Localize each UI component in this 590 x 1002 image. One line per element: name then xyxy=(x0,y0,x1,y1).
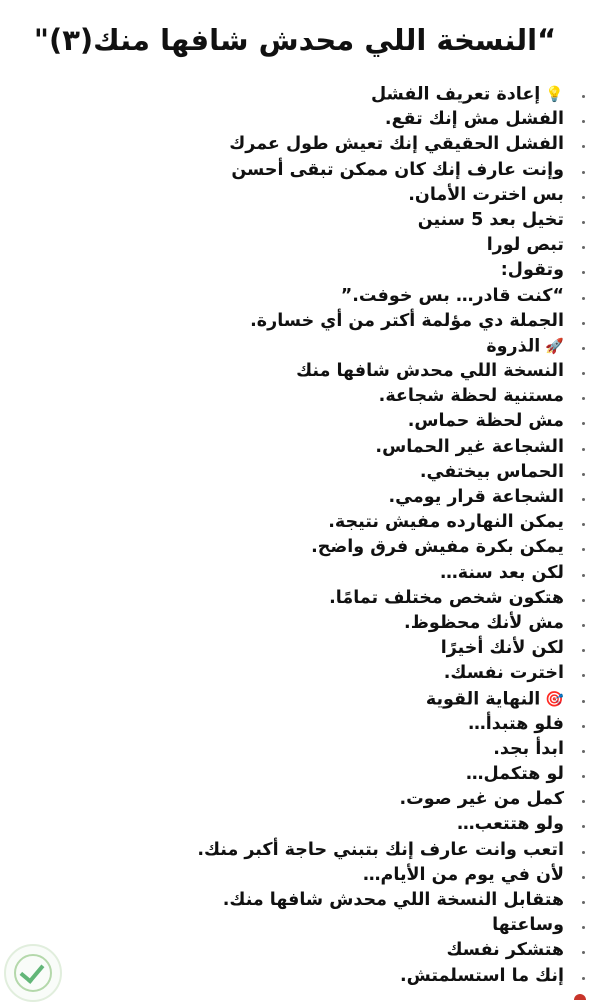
text-line xyxy=(4,409,564,434)
line-text: مستنية لحظة شجاعة. xyxy=(378,386,564,407)
line-dot xyxy=(580,611,588,636)
line-dot xyxy=(580,561,588,586)
line-dot xyxy=(580,132,588,157)
line-text: لكن بعد سنة… xyxy=(440,562,564,583)
text-line xyxy=(4,964,564,989)
line-text: هتقابل النسخة اللي محدش شافها منك. xyxy=(222,890,564,910)
line-dot xyxy=(580,485,588,510)
text-line xyxy=(4,284,564,309)
line-text: لو هتكمل… xyxy=(466,764,564,785)
line-dot xyxy=(580,687,588,712)
line-dot xyxy=(580,284,588,309)
line-dot xyxy=(580,863,588,888)
line-dot xyxy=(580,334,588,359)
line-text: وساعتها xyxy=(492,915,564,936)
line-text: فلو هتبدأ… xyxy=(468,713,564,734)
line-dot xyxy=(580,107,588,132)
line-dot xyxy=(580,888,588,913)
line-dot xyxy=(580,233,588,258)
line-markers xyxy=(580,82,588,989)
text-line xyxy=(4,636,564,661)
text-line xyxy=(4,107,564,132)
text-line xyxy=(4,938,564,963)
line-dot xyxy=(580,762,588,787)
line-text: الذروة xyxy=(486,336,541,357)
text-line xyxy=(4,132,564,157)
text-line xyxy=(4,82,564,107)
text-line xyxy=(4,233,564,258)
text-line xyxy=(4,535,564,560)
emoji-icon: 🚀 xyxy=(545,336,564,355)
text-line xyxy=(4,661,564,686)
text-line xyxy=(4,561,564,586)
line-dot xyxy=(580,359,588,384)
red-badge-icon xyxy=(574,994,586,1000)
line-dot xyxy=(580,183,588,208)
line-text: بس اخترت الأمان. xyxy=(408,184,564,205)
line-dot xyxy=(580,636,588,661)
line-text: النسخة اللي محدش شافها منك xyxy=(296,361,564,382)
text-line xyxy=(4,384,564,409)
line-dot xyxy=(580,812,588,837)
line-text: ولو هتتعب… xyxy=(457,814,564,835)
text-line xyxy=(4,863,564,888)
text-line xyxy=(4,687,564,712)
text-line xyxy=(4,812,564,837)
text-line xyxy=(4,838,564,863)
line-dot xyxy=(580,787,588,812)
text-line xyxy=(4,762,564,787)
post-body xyxy=(4,82,564,989)
line-text: هتكون شخص مختلف تمامًا. xyxy=(329,587,564,608)
emoji-icon: 💡 xyxy=(545,85,564,103)
green-check-logo-icon xyxy=(4,944,62,1002)
post-title: “النسخة اللي محدش شافها منك(٣)" xyxy=(33,23,557,57)
line-text: هتشكر نفسك xyxy=(446,940,564,961)
text-line xyxy=(4,435,564,460)
line-dot xyxy=(580,309,588,334)
emoji-icon: 🎯 xyxy=(545,689,564,708)
line-text: لكن لأنك أخيرًا xyxy=(440,638,564,659)
text-line xyxy=(4,258,564,283)
text-line xyxy=(4,888,564,913)
text-line xyxy=(4,913,564,938)
line-text: يمكن بكرة مفيش فرق واضح. xyxy=(311,537,564,558)
text-line xyxy=(4,787,564,812)
line-text: مش لأنك محظوظ. xyxy=(404,612,564,633)
line-text: تخيل بعد 5 سنين xyxy=(417,209,564,230)
line-text: اتعب وانت عارف إنك بتبني حاجة أكبر منك. xyxy=(197,839,564,860)
line-dot xyxy=(580,460,588,485)
line-dot xyxy=(580,712,588,737)
text-line xyxy=(4,712,564,737)
text-line xyxy=(4,510,564,535)
line-dot xyxy=(580,535,588,560)
line-text: الشجاعة غير الحماس. xyxy=(375,436,564,457)
line-text: ابدأ بجد. xyxy=(493,738,564,759)
text-line xyxy=(4,460,564,485)
line-text: “كنت قادر… بس خوفت.” xyxy=(340,285,564,306)
line-text: الجملة دي مؤلمة أكتر من أي خسارة. xyxy=(250,310,564,331)
line-dot xyxy=(580,258,588,283)
line-text: وتقول: xyxy=(500,260,564,281)
line-text: الشجاعة قرار يومي. xyxy=(388,487,564,507)
line-text: الفشل مش إنك تقع. xyxy=(384,109,564,130)
line-text: الحماس بيختفي. xyxy=(419,461,564,482)
text-line xyxy=(4,334,564,359)
line-dot xyxy=(580,838,588,863)
text-line xyxy=(4,309,564,334)
text-line xyxy=(4,737,564,762)
line-text: لأن في يوم من الأيام… xyxy=(363,864,564,885)
line-text: إنك ما استسلمتش. xyxy=(399,965,564,986)
text-line xyxy=(4,208,564,233)
text-line xyxy=(4,485,564,510)
line-dot xyxy=(580,435,588,460)
line-text: النهاية القوية xyxy=(425,689,541,709)
line-dot xyxy=(580,938,588,963)
line-text: إعادة تعريف الفشل xyxy=(370,84,541,105)
line-text: تبص لورا xyxy=(486,235,564,256)
line-text: اخترت نفسك. xyxy=(443,663,564,684)
line-text: يمكن النهارده مفيش نتيجة. xyxy=(328,512,564,533)
text-line xyxy=(4,158,564,183)
text-line xyxy=(4,183,564,208)
line-text: كمل من غير صوت. xyxy=(399,789,564,810)
line-dot xyxy=(580,82,588,107)
line-text: وإنت عارف إنك كان ممكن تبقى أحسن xyxy=(231,159,564,180)
text-line xyxy=(4,611,564,636)
line-dot xyxy=(580,737,588,762)
line-dot xyxy=(580,913,588,938)
line-dot xyxy=(580,586,588,611)
line-dot xyxy=(580,409,588,434)
line-text: الفشل الحقيقي إنك تعيش طول عمرك xyxy=(229,134,564,155)
line-dot xyxy=(580,661,588,686)
line-dot xyxy=(580,964,588,989)
line-text: مش لحظة حماس. xyxy=(407,411,564,432)
line-dot xyxy=(580,384,588,409)
line-dot xyxy=(580,158,588,183)
text-line xyxy=(4,586,564,611)
line-dot xyxy=(580,510,588,535)
text-line xyxy=(4,359,564,384)
line-dot xyxy=(580,208,588,233)
